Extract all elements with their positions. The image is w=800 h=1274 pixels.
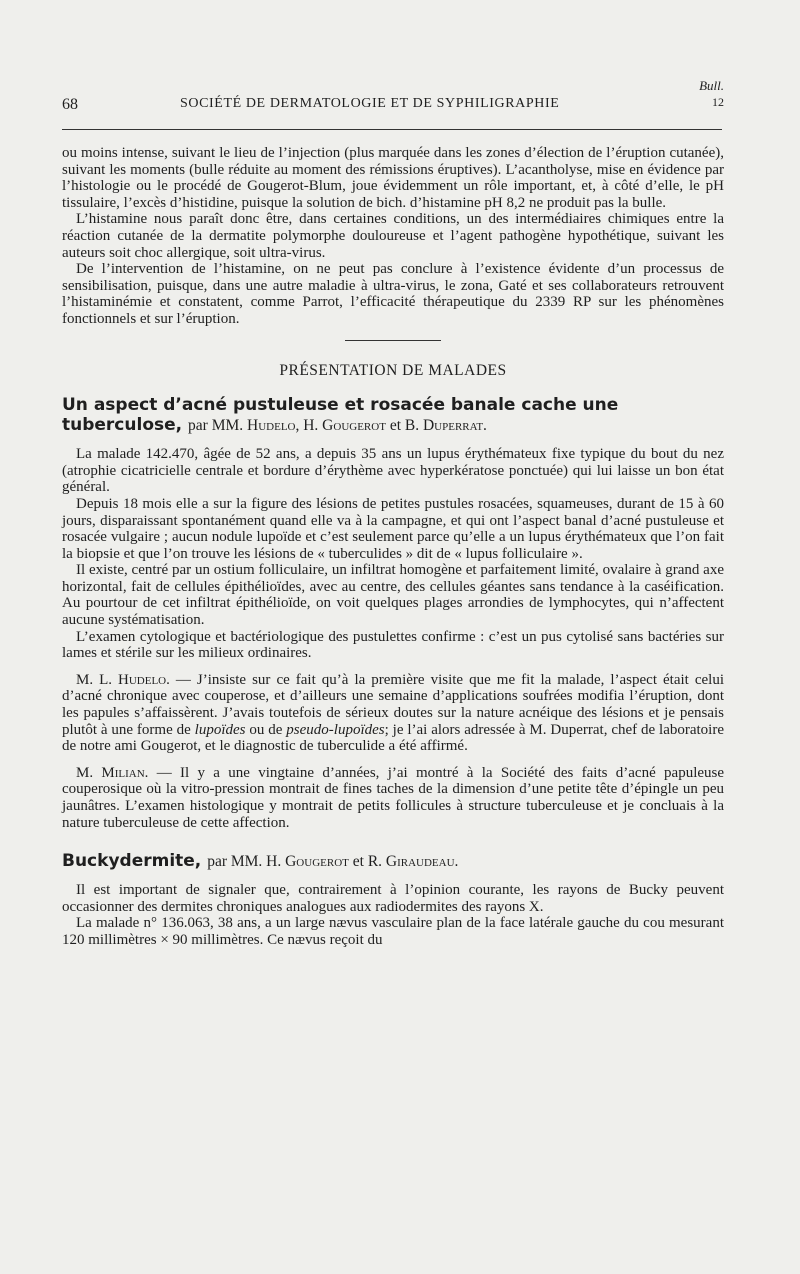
paragraph: Depuis 18 mois elle a sur la figure des lésions de petites pustules rosacées, squameuses, durant de 15 à 60 jours, disparaissant spontanément quand elle va à la campagne, et qui ont l’aspect banal d’acné pustuleuse et rosacée vulgaire ; aucun nodule lupoïde et c’est seulement parce qu’elle a un lupus érythémateux que l’on fait la biopsie et que l’on trouve les lésions de « tuberculides » dit de « lupus folliculaire ».: [62, 495, 724, 562]
discussion-text: — Il y a une vingtaine d’années, j’ai montré à la Société des faits d’acné papuleuse couperosique où la vitro-pression montrait de fines taches de la dimension d’une petite tête d’épingle un peu jaunâtres. L’examen histologique y montrait de petits follicules à structure tuberculeuse et je concluais à la nature tuberculeuse de cette affection.: [62, 764, 725, 831]
article-title: [62, 851, 724, 872]
article-authors: [207, 853, 458, 870]
italic-term: pseudo-lupoïdes: [286, 721, 385, 738]
speaker-name: M. L. Hudelo.: [76, 671, 170, 688]
discussion-paragraph: [62, 672, 724, 755]
page-body: [62, 145, 724, 949]
corner-number: 12: [712, 95, 724, 109]
section-separator: [345, 340, 441, 341]
corner-label: Bull.: [699, 78, 724, 93]
author: Hudelo: [247, 417, 296, 435]
italic-term: lupoïdes: [194, 721, 246, 738]
discussion-text: ; je l’ai alors adressée à M. Duperrat, chef de laboratoire de notre ami Gougerot, et le diagnostic de tuberculide a été affirmé.: [62, 721, 724, 755]
paragraph: La malade 142.470, âgée de 52 ans, a depuis 35 ans un lupus érythémateux fixe typique du bout du nez (atrophie cicatricielle centrale et bordure d’érythème avec hyperkératose ponctuée) qui lui laisse un bon état général.: [62, 446, 724, 496]
paragraph: L’histamine nous paraît donc être, dans certaines conditions, un des intermédiaires chimiques entre la réaction cutanée de la dermatite polymorphe douloureuse et l’agent pathogène hypothétique, suivant les auteurs soit choc allergique, soit ultra-virus.: [62, 211, 724, 261]
paragraph: ou moins intense, suivant le lieu de l’injection (plus marquée dans les zones d’élection de l’éruption cutanée), suivant les moments (bulle réduite au moment des rémissions éruptives). L’acantholyse, mise en évidence par l’histologie ou le procédé de Gougerot-Blum, joue évidemment un rôle important, et, à côté d’elle, le pH tissulaire, l’excès d’histidine, puisque la solution de bich. d’histamine pH 8,2 ne produit pas la bulle.: [62, 145, 724, 211]
authors-and: et: [352, 853, 364, 871]
section-title: PRÉSENTATION DE MALADES: [279, 361, 507, 379]
author: B. Duperrat.: [404, 417, 487, 435]
author: H. Gougerot: [266, 853, 349, 871]
discussion-paragraph: [62, 765, 724, 831]
running-header: [62, 96, 722, 116]
running-title: SOCIÉTÉ DE DERMATOLOGIE ET DE SYPHILIGRAPHIE: [180, 96, 560, 111]
authors-and: et: [389, 417, 401, 435]
author: R. Giraudeau.: [367, 853, 459, 871]
paragraph: L’examen cytologique et bactériologique des pustulettes confirme : c’est un pus cytolisé sans bactéries sur lames et stérile sur les milieux ordinaires.: [62, 628, 724, 662]
article-authors: par MM. Hudelo, H. Gougerot et B. Duperrat.: [188, 417, 487, 435]
discussion-text: — J’insiste sur ce fait qu’à la première visite que me fit la malade, l’aspect était celui d’acné chronique avec couperose, et d’ailleurs une semaine d’applications soufrées modifia l’éruption, dont les papules s’affaissèrent. J’avais toutefois de sérieux doutes sur la nature acnéique des lésions et je pensais plutôt à une forme de: [62, 671, 724, 738]
authors-prefix: par MM.: [188, 417, 244, 435]
paragraph: La malade n° 136.063, 38 ans, a un large nævus vasculaire plan de la face latérale gauche du cou mesurant 120 millimètres × 90 millimètres. Ce nævus reçoit du: [62, 915, 724, 948]
authors-prefix: par MM.: [207, 853, 263, 871]
paragraph: Il existe, centré par un ostium folliculaire, un infiltrat homogène et parfaitement limité, ovalaire à grand axe horizontal, fait de cellules épithélioïdes, avec au centre, des cellules géantes sans tendance à la caséification. Au pourtour de cet infiltrat épithélioïde, on voit quelques plages arrondies de lymphocytes, qui n’affectent aucune systématisation.: [62, 562, 724, 629]
article-title: [62, 395, 724, 436]
article-title-text: Buckydermite,: [62, 851, 202, 872]
header-rule: [62, 129, 722, 130]
paragraph: De l’intervention de l’histamine, on ne peut pas conclure à l’existence évidente d’un processus de sensibilisation, puisque, dans une autre maladie à ultra-virus, le zona, Gaté et ses collaborateurs retrouvent l’histaminémie et constatent, comme Parrot, l’efficacité thérapeutique du 2339 RP sur les phénomènes fonctionnels et sur l’éruption.: [62, 261, 724, 327]
article-title-text: Un aspect d’acné pustuleuse et rosacée banale cache une tuberculose,: [62, 395, 619, 436]
paragraph: Il est important de signaler que, contrairement à l’opinion courante, les rayons de Bucky peuvent occasionner des dermites chroniques analogues aux radiodermites des rayons X.: [62, 882, 724, 915]
speaker-name: M. Milian.: [76, 764, 149, 781]
discussion-text: ou de: [249, 721, 283, 738]
author: H. Gougerot: [303, 417, 386, 435]
page-number: 68: [62, 96, 78, 113]
